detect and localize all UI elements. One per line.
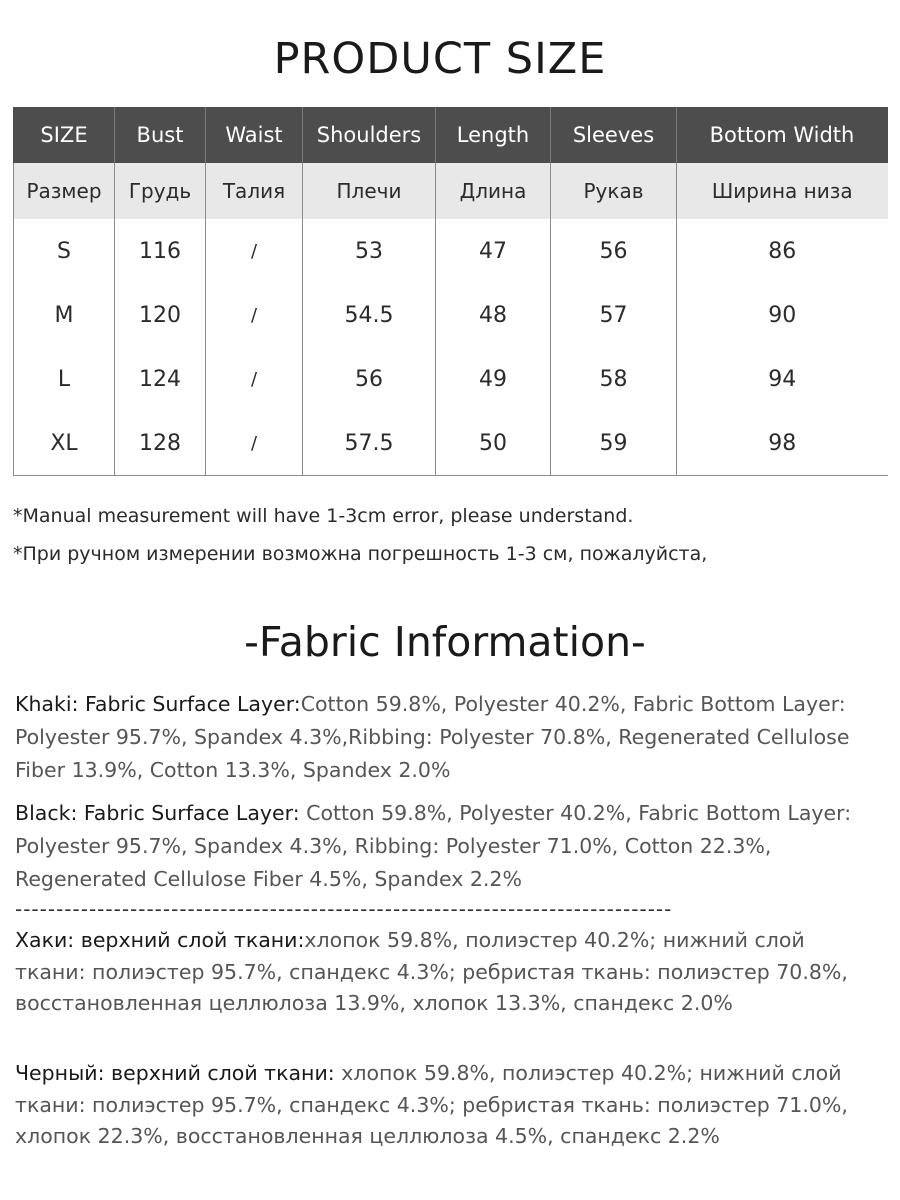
paragraph-body: Cotton 59.8%, Polyester 40.2%, Fabric Bottom Layer: Polyester 95.7%, Spandex 4.3%,Ribbing: Polyester 70.8%, Regenerated Cellulose Fiber 13.9%, Cotton 13.3%, Spandex 2.0% bbox=[15, 692, 850, 782]
cell-length: 49 bbox=[436, 347, 551, 411]
cell-bust: 116 bbox=[115, 219, 206, 283]
header-shoulders: Shoulders bbox=[303, 107, 436, 163]
cell-length: 47 bbox=[436, 219, 551, 283]
section-divider: -------------------------------------------------------------------------------- bbox=[15, 897, 673, 921]
header-shoulders-ru: Плечи bbox=[303, 163, 436, 219]
cell-shoulders: 56 bbox=[303, 347, 436, 411]
paragraph-lead: Khaki: Fabric Surface Layer: bbox=[15, 692, 301, 716]
cell-shoulders: 54.5 bbox=[303, 283, 436, 347]
header-bottom-width: Bottom Width bbox=[677, 107, 888, 163]
cell-sleeves: 59 bbox=[551, 411, 677, 476]
table-row bbox=[14, 219, 888, 283]
cell-size: L bbox=[14, 347, 115, 411]
cell-shoulders: 57.5 bbox=[303, 411, 436, 476]
table-row bbox=[14, 347, 888, 411]
measurement-note-en: *Manual measurement will have 1-3cm error, please understand. bbox=[13, 505, 634, 527]
cell-bottom-width: 98 bbox=[677, 411, 888, 476]
paragraph-lead: Black: Fabric Surface Layer: bbox=[15, 801, 300, 825]
cell-bust: 128 bbox=[115, 411, 206, 476]
page-title: PRODUCT SIZE bbox=[273, 34, 607, 84]
cell-length: 48 bbox=[436, 283, 551, 347]
cell-size: S bbox=[14, 219, 115, 283]
cell-size: M bbox=[14, 283, 115, 347]
cell-bottom-width: 94 bbox=[768, 366, 797, 392]
header-waist: Waist bbox=[206, 107, 303, 163]
header-length: Length bbox=[436, 107, 551, 163]
header-size-ru: Размер bbox=[14, 163, 115, 219]
table-row bbox=[14, 283, 888, 347]
header-bust: Bust bbox=[115, 107, 206, 163]
cell-waist: / bbox=[206, 347, 303, 411]
cell-bottom-width: 86 bbox=[768, 238, 797, 264]
header-bust-ru: Грудь bbox=[115, 163, 206, 219]
header-size: SIZE bbox=[14, 107, 115, 163]
paragraph-body: Cotton 59.8%, Polyester 40.2%, Fabric Bottom Layer: Polyester 95.7%, Spandex 4.3%, Ribbing: Polyester 71.0%, Cotton 22.3%, Regenerated Cellulose Fiber 4.5%, Spandex 2.2% bbox=[15, 801, 852, 891]
table-row bbox=[14, 411, 888, 476]
fabric-paragraph-black-en bbox=[15, 797, 855, 896]
cell-waist: / bbox=[206, 283, 303, 347]
header-row-ru bbox=[14, 163, 888, 219]
cell-shoulders: 53 bbox=[303, 219, 436, 283]
measurement-note-ru: *При ручном измерении возможна погрешность 1-3 см, пожалуйста, bbox=[13, 543, 708, 565]
fabric-paragraph-khaki-en bbox=[15, 688, 855, 787]
cell-bust: 120 bbox=[115, 283, 206, 347]
header-length-ru: Длина bbox=[436, 163, 551, 219]
header-sleeves-ru: Рукав bbox=[551, 163, 677, 219]
paragraph-body: хлопок 59.8%, полиэстер 40.2%; нижний слой ткани: полиэстер 95.7%, спандекс 4.3%; ребристая ткань: полиэстер 71.0%, хлопок 22.3%, восстановленная целлюлоза 4.5%, спандекс 2.2% bbox=[15, 1061, 848, 1148]
fabric-section-title: -Fabric Information- bbox=[244, 618, 646, 666]
paragraph-lead: Хаки: верхний слой ткани: bbox=[15, 928, 305, 952]
cell-sleeves: 56 bbox=[551, 219, 677, 283]
cell-waist: / bbox=[206, 219, 303, 283]
header-waist-ru: Талия bbox=[206, 163, 303, 219]
cell-waist: / bbox=[206, 411, 303, 476]
header-bottom-width-ru: Ширина низа bbox=[677, 163, 888, 219]
header-row-en bbox=[14, 107, 888, 163]
cell-bottom-width: 90 bbox=[768, 302, 797, 328]
paragraph-body: хлопок 59.8%, полиэстер 40.2%; нижний слой ткани: полиэстер 95.7%, спандекс 4.3%; ребристая ткань: полиэстер 70.8%, восстановленная целлюлоза 13.9%, хлопок 13.3%, спандекс 2.0% bbox=[15, 928, 848, 1015]
header-sleeves: Sleeves bbox=[551, 107, 677, 163]
cell-sleeves: 57 bbox=[551, 283, 677, 347]
paragraph-lead: Черный: верхний слой ткани: bbox=[15, 1061, 335, 1085]
fabric-paragraph-khaki-ru bbox=[15, 925, 855, 1020]
cell-length: 50 bbox=[436, 411, 551, 476]
fabric-paragraph-black-ru bbox=[15, 1058, 855, 1153]
cell-bust: 124 bbox=[115, 347, 206, 411]
size-table bbox=[13, 107, 888, 476]
cell-sleeves: 58 bbox=[551, 347, 677, 411]
cell-size: XL bbox=[14, 411, 115, 476]
